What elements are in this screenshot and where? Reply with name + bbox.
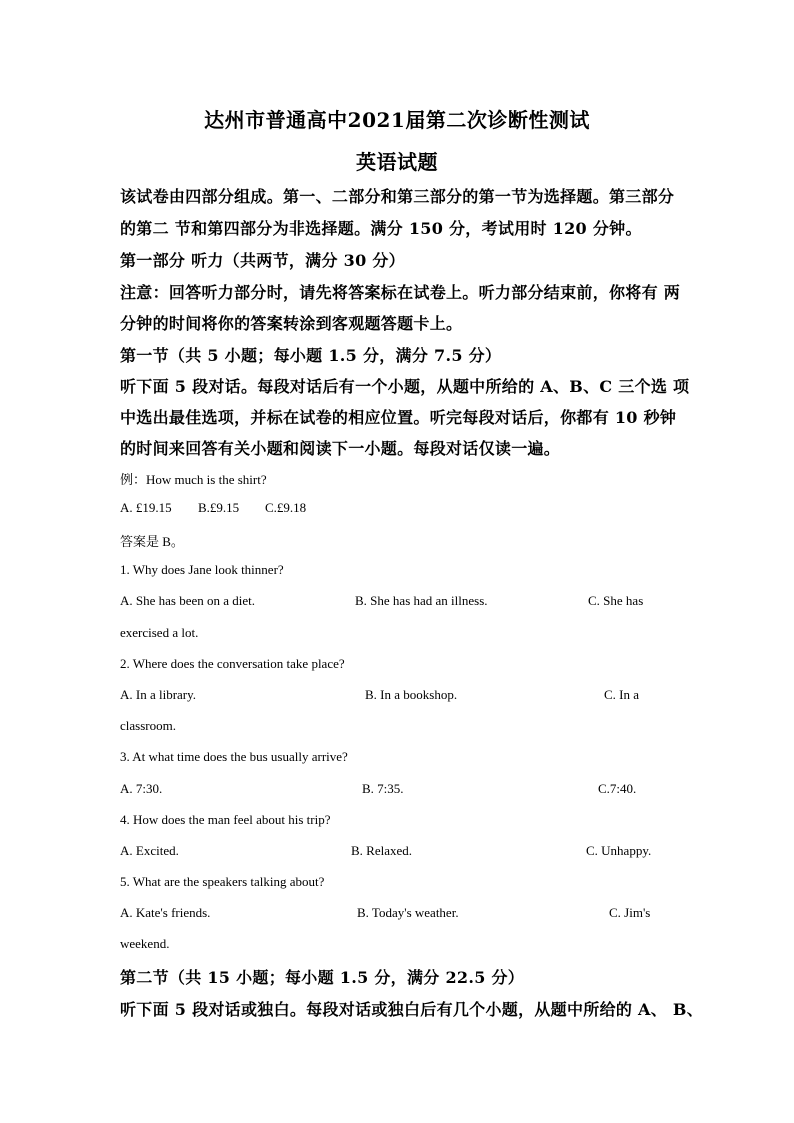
question-2: 2. Where does the conversation take place? [120, 656, 345, 671]
example-answer: 答案是 B。 [120, 534, 184, 549]
example-option-a: A. £19.15 [120, 500, 172, 515]
question-3: 3. At what time does the bus usually arrive? [120, 749, 348, 764]
question-5-option-c: C. Jim's [609, 905, 651, 920]
question-2-option-c: C. In a [604, 687, 640, 702]
question-4-option-c: C. Unhappy. [586, 843, 652, 858]
question-4-option-b: B. Relaxed. [351, 843, 413, 858]
section2-instruction-line-1: 听下面 5 段对话或独白。每段对话或独白后有几个小题，从题中所给的 A、 B、 [120, 1000, 704, 1019]
question-4-option-a: A. Excited. [120, 843, 179, 858]
question-5-option-a: A. Kate's friends. [120, 905, 211, 920]
part1-note-line-1: 注意：回答听力部分时，请先将答案标在试卷上。听力部分结束前，你将有 两 [120, 283, 681, 302]
part1-heading: 第一部分 听力（共两节，满分 30 分） [120, 251, 405, 270]
question-1: 1. Why does Jane look thinner? [120, 562, 284, 577]
page-subtitle: 英语试题 [356, 150, 438, 174]
question-3-option-c: C.7:40. [598, 781, 637, 796]
question-5-option-c-continued: weekend. [120, 936, 170, 951]
intro-line-2: 的第二 节和第四部分为非选择题。满分 150 分，考试用时 120 分钟。 [120, 219, 642, 238]
question-4: 4. How does the man feel about his trip? [120, 812, 331, 827]
question-1-option-a: A. She has been on a diet. [120, 593, 256, 608]
intro-line-1: 该试卷由四部分组成。第一、二部分和第三部分的第一节为选择题。第三部分 [120, 187, 675, 206]
section2-heading: 第二节（共 15 小题；每小题 1.5 分，满分 22.5 分） [120, 968, 525, 987]
question-2-option-b: B. In a bookshop. [365, 687, 458, 702]
question-1-option-b: B. She has had an illness. [355, 593, 488, 608]
question-5: 5. What are the speakers talking about? [120, 874, 325, 889]
example-question: 例：How much is the shirt? [120, 472, 267, 487]
example-option-b: B.£9.15 [198, 500, 240, 515]
section1-instruction-line-3: 的时间来回答有关小题和阅读下一小题。每段对话仅读一遍。 [120, 439, 561, 458]
section1-heading: 第一节（共 5 小题；每小题 1.5 分，满分 7.5 分） [120, 346, 502, 365]
question-1-option-c: C. She has [588, 593, 644, 608]
question-5-option-b: B. Today's weather. [357, 905, 459, 920]
section1-instruction-line-1: 听下面 5 段对话。每段对话后有一个小题，从题中所给的 A、B、C 三个选 项 [120, 377, 690, 396]
page-title: 达州市普通高中2021届第二次诊断性测试 [204, 108, 590, 132]
question-2-option-a: A. In a library. [120, 687, 197, 702]
question-3-option-b: B. 7:35. [362, 781, 404, 796]
question-3-option-a: A. 7:30. [120, 781, 163, 796]
example-option-c: C.£9.18 [265, 500, 307, 515]
section1-instruction-line-2: 中选出最佳选项，并标在试卷的相应位置。听完每段对话后，你都有 10 秒钟 [120, 408, 677, 427]
question-1-option-c-continued: exercised a lot. [120, 625, 199, 640]
question-2-option-c-continued: classroom. [120, 718, 176, 733]
part1-note-line-2: 分钟的时间将你的答案转涂到客观题答题卡上。 [120, 314, 463, 333]
